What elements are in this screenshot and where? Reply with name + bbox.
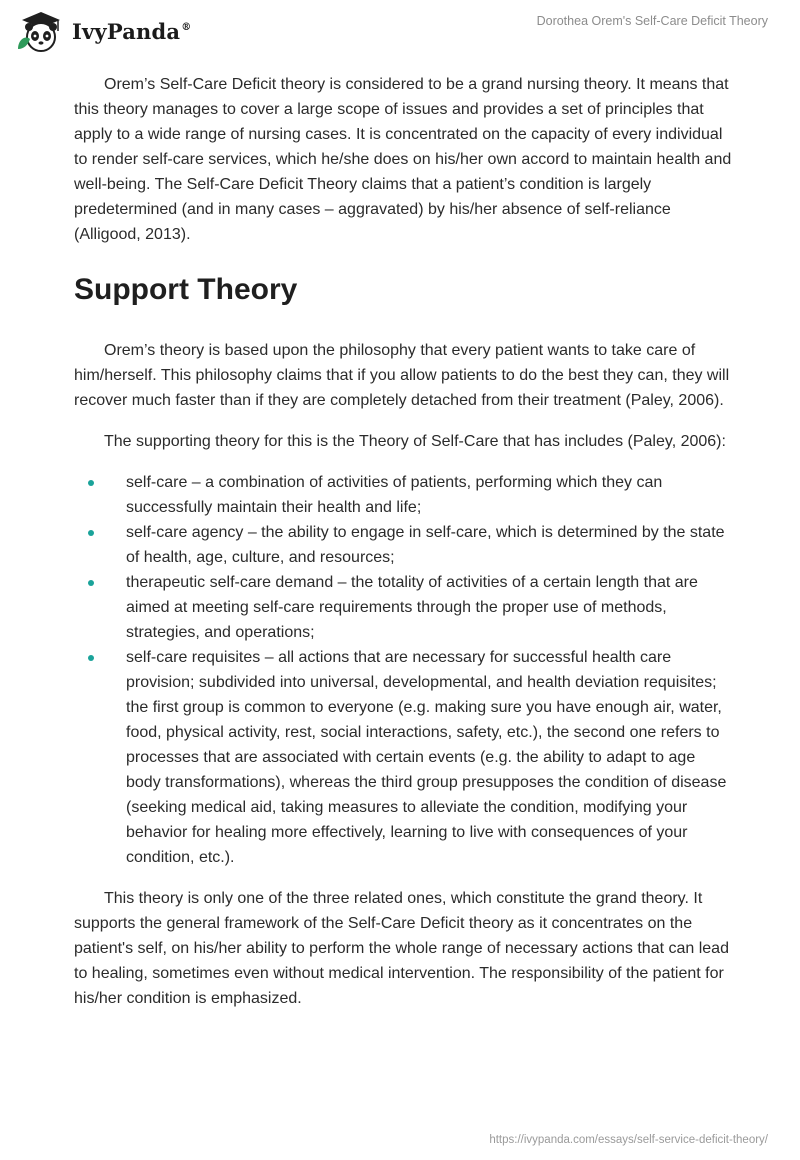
bullet-icon xyxy=(88,655,94,661)
list-item-text: self-care – a combination of activities of patients, performing which they can successfully maintain their health and life; xyxy=(126,474,663,516)
list-item-text: therapeutic self-care demand – the totality of activities of a certain length that are aimed at meeting self-care requirements through the proper use of methods, strategies, and operations; xyxy=(126,574,698,641)
bullet-icon xyxy=(88,580,94,586)
list-item xyxy=(74,520,734,570)
bullet-icon xyxy=(88,530,94,536)
brand-logo[interactable] xyxy=(14,9,191,53)
body-paragraph: The supporting theory for this is the Theory of Self-Care that has includes (Paley, 2006): xyxy=(104,433,726,450)
list-item-text: self-care requisites – all actions that are necessary for successful health care provision; subdivided into universal, developmental, and health deviation requisites; the first group is common to everyone (e.g. making sure you have enough air, water, food, physical activity, rest, social interactions, safety, etc.), the second one refers to processes that are associated with certain events (e.g. the ability to adapt to age body transformations), whereas the third group presupposes the condition of disease (seeking medical aid, taking measures to alleviate the condition, modifying your behavior for healing more effectively, learning to live with consequences of your condition, etc.). xyxy=(126,649,727,866)
page-header xyxy=(0,0,800,62)
list-item-text: self-care agency – the ability to engage in self-care, which is determined by the state of health, age, culture, and resources; xyxy=(126,524,725,566)
list-item xyxy=(74,645,734,870)
bullet-list xyxy=(74,470,734,870)
list-item xyxy=(74,570,734,645)
source-url-link[interactable]: https://ivypanda.com/essays/self-service-deficit-theory/ xyxy=(489,1134,768,1146)
list-item xyxy=(74,470,734,520)
panda-graduate-icon xyxy=(14,9,66,53)
essay-content xyxy=(74,72,734,1027)
brand-name: IvyPanda® xyxy=(72,18,192,44)
bullet-icon xyxy=(88,480,94,486)
closing-paragraph: This theory is only one of the three related ones, which constitute the grand theory. It supports the general framework of the Self-Care Deficit theory as it concentrates on the patient's self, on his/her ability to perform the whole range of necessary actions that can lead to healing, sometimes even without medical intervention. The responsibility of the patient for his/her condition is emphasized. xyxy=(74,890,729,1007)
intro-paragraph: Orem’s Self-Care Deficit theory is considered to be a grand nursing theory. It means that this theory manages to cover a large scope of issues and provides a set of principles that apply to a wide range of nursing cases. It is concentrated on the capacity of every individual to render self-care services, which he/she does on his/her own accord to maintain health and well-being. The Self-Care Deficit Theory claims that a patient’s condition is largely predetermined (and in many cases – aggravated) by his/her absence of self-reliance (Alligood, 2013). xyxy=(74,76,732,243)
document-title: Dorothea Orem's Self-Care Deficit Theory xyxy=(536,14,768,28)
body-paragraph: Orem’s theory is based upon the philosophy that every patient wants to take care of him/herself. This philosophy claims that if you allow patients to do the best they can, they will recover much faster than if they are completely detached from their treatment (Paley, 2006). xyxy=(74,342,730,409)
section-heading: Support Theory xyxy=(74,273,298,306)
